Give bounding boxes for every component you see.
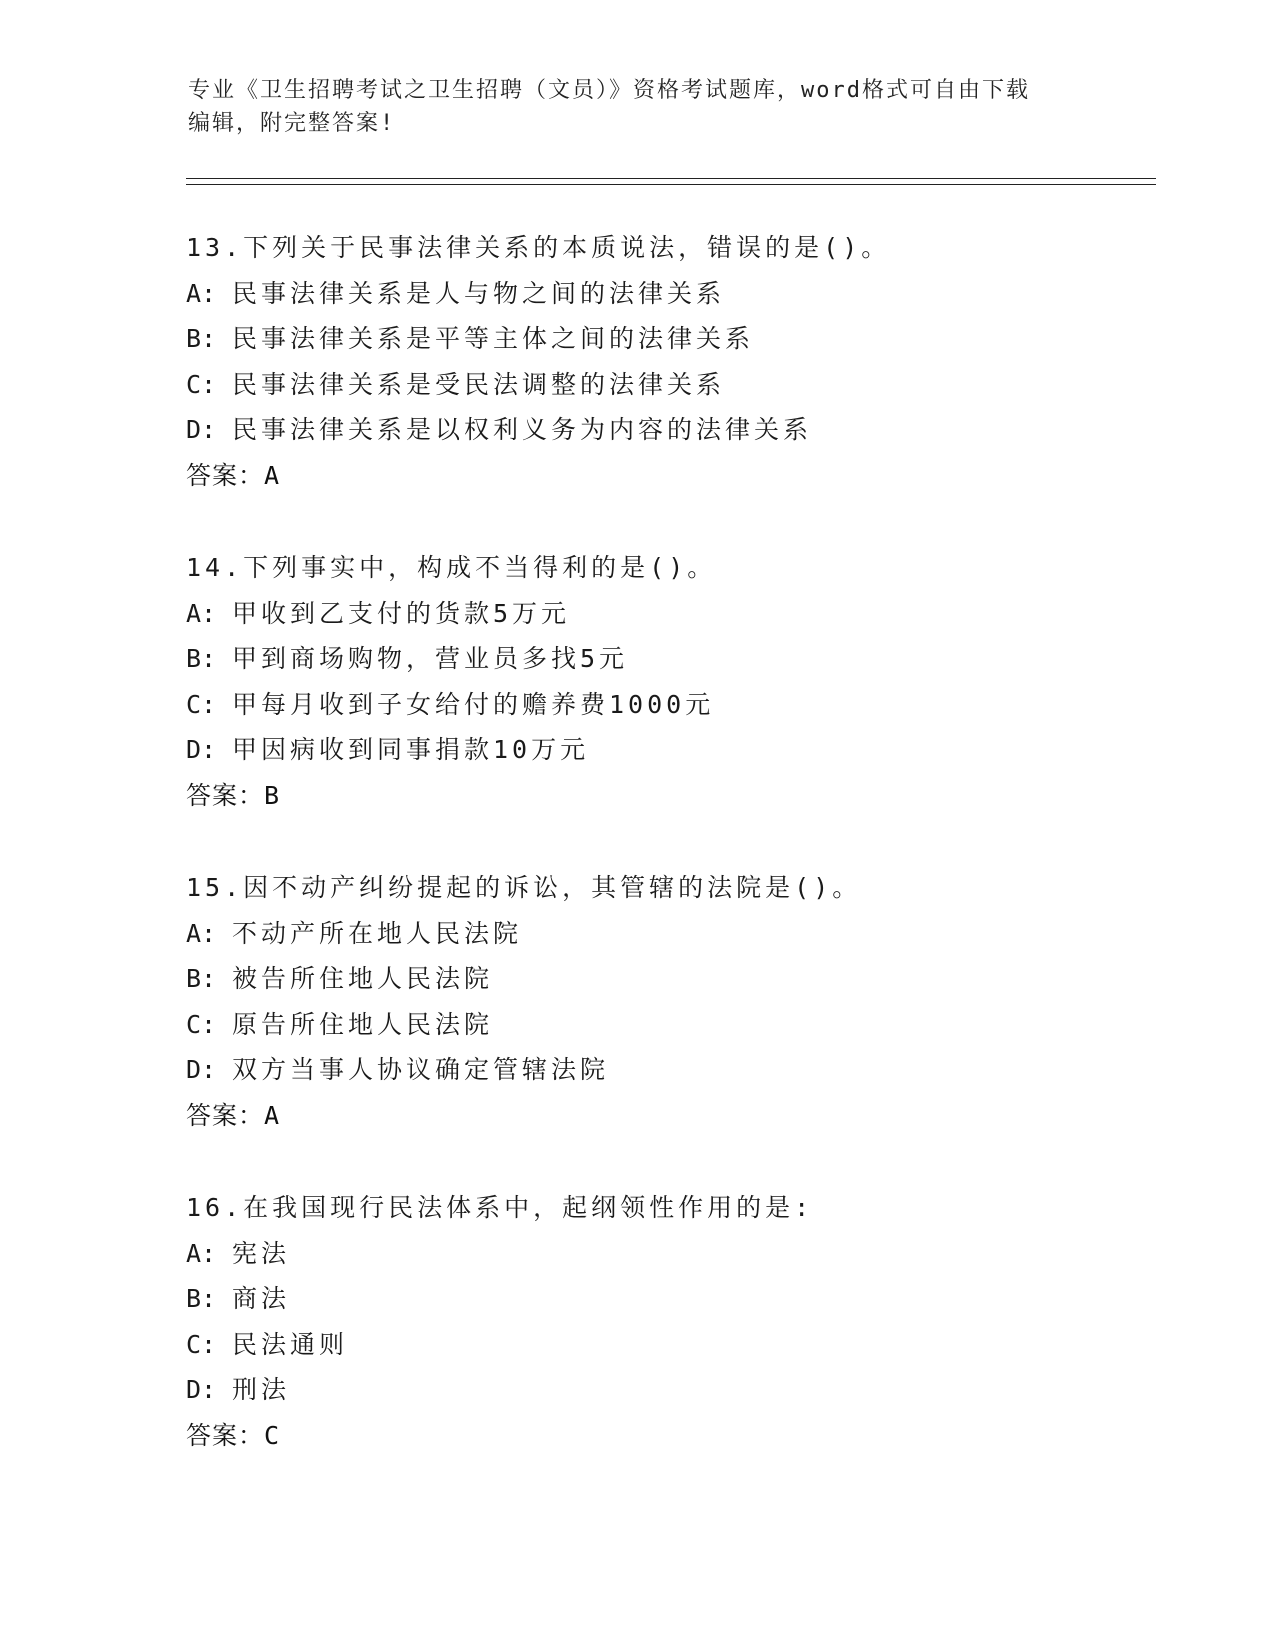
option-a — [186, 1231, 1186, 1277]
option-label: A: — [186, 278, 217, 308]
header-line-2: 编辑，附完整答案! — [188, 111, 396, 136]
answer — [186, 453, 1186, 499]
document-header — [188, 74, 1088, 140]
option-c — [186, 362, 1186, 408]
option-text: 民事法律关系是平等主体之间的法律关系 — [232, 324, 755, 353]
question-stem: 16.在我国现行民法体系中，起纲领性作用的是: — [186, 1193, 814, 1222]
option-text: 甲每月收到子女给付的赡养费1000元 — [232, 689, 715, 719]
option-label: B: — [186, 1284, 217, 1313]
option-text: 双方当事人协议确定管辖法院 — [232, 1055, 610, 1084]
question-15 — [186, 865, 1186, 1138]
option-d — [186, 407, 1186, 453]
answer-label: 答案： — [186, 780, 265, 810]
question-stem: 14.下列事实中，构成不当得利的是()。 — [186, 553, 717, 582]
option-label: C: — [186, 1009, 217, 1039]
answer-label: 答案： — [186, 460, 265, 490]
answer-label: 答案： — [186, 1420, 265, 1450]
option-text: 不动产所在地人民法院 — [232, 918, 523, 948]
question-stem: 15.因不动产纠纷提起的诉讼，其管辖的法院是()。 — [186, 873, 862, 902]
option-text: 民事法律关系是以权利义务为内容的法律关系 — [232, 415, 813, 444]
option-text: 民事法律关系是受民法调整的法律关系 — [232, 369, 726, 399]
option-b — [186, 316, 1186, 362]
answer — [186, 773, 1186, 819]
option-b — [186, 956, 1186, 1002]
option-label: C: — [186, 1329, 217, 1359]
option-text: 刑法 — [232, 1375, 291, 1404]
answer-value: A — [264, 460, 281, 490]
option-text: 被告所住地人民法院 — [232, 964, 494, 993]
question-13 — [186, 225, 1186, 498]
option-d — [186, 727, 1186, 773]
option-text: 甲收到乙支付的货款5万元 — [232, 598, 571, 628]
option-c — [186, 682, 1186, 728]
header-line-1: 专业《卫生招聘考试之卫生招聘（文员）》资格考试题库，word格式可自由下载 — [188, 78, 1030, 103]
header-divider-bottom — [186, 184, 1156, 185]
question-stem: 13.下列关于民事法律关系的本质说法，错误的是()。 — [186, 233, 891, 262]
header-divider-top — [186, 178, 1156, 179]
option-label: D: — [186, 415, 217, 444]
question-16 — [186, 1185, 1186, 1458]
option-d — [186, 1367, 1186, 1413]
answer-value: A — [264, 1100, 281, 1130]
option-c — [186, 1322, 1186, 1368]
question-14 — [186, 545, 1186, 818]
option-text: 宪法 — [232, 1238, 291, 1268]
answer-label: 答案： — [186, 1100, 265, 1130]
option-label: A: — [186, 1238, 217, 1268]
option-a — [186, 591, 1186, 637]
option-label: B: — [186, 644, 217, 673]
option-b — [186, 636, 1186, 682]
option-label: C: — [186, 689, 217, 719]
option-text: 甲到商场购物，营业员多找5元 — [232, 644, 629, 673]
option-label: C: — [186, 369, 217, 399]
option-c — [186, 1002, 1186, 1048]
option-label: B: — [186, 964, 217, 993]
option-b — [186, 1276, 1186, 1322]
option-text: 民事法律关系是人与物之间的法律关系 — [232, 278, 726, 308]
option-label: D: — [186, 735, 217, 764]
option-text: 商法 — [232, 1284, 291, 1313]
option-text: 民法通则 — [232, 1329, 349, 1359]
option-label: D: — [186, 1375, 217, 1404]
option-text: 甲因病收到同事捐款10万元 — [232, 735, 590, 764]
option-a — [186, 911, 1186, 957]
option-a — [186, 271, 1186, 317]
option-label: A: — [186, 918, 217, 948]
option-label: B: — [186, 324, 217, 353]
option-d — [186, 1047, 1186, 1093]
answer — [186, 1413, 1186, 1459]
option-label: A: — [186, 598, 217, 628]
answer — [186, 1093, 1186, 1139]
option-text: 原告所住地人民法院 — [232, 1009, 494, 1039]
option-label: D: — [186, 1055, 217, 1084]
answer-value: C — [264, 1420, 281, 1450]
answer-value: B — [264, 780, 281, 810]
